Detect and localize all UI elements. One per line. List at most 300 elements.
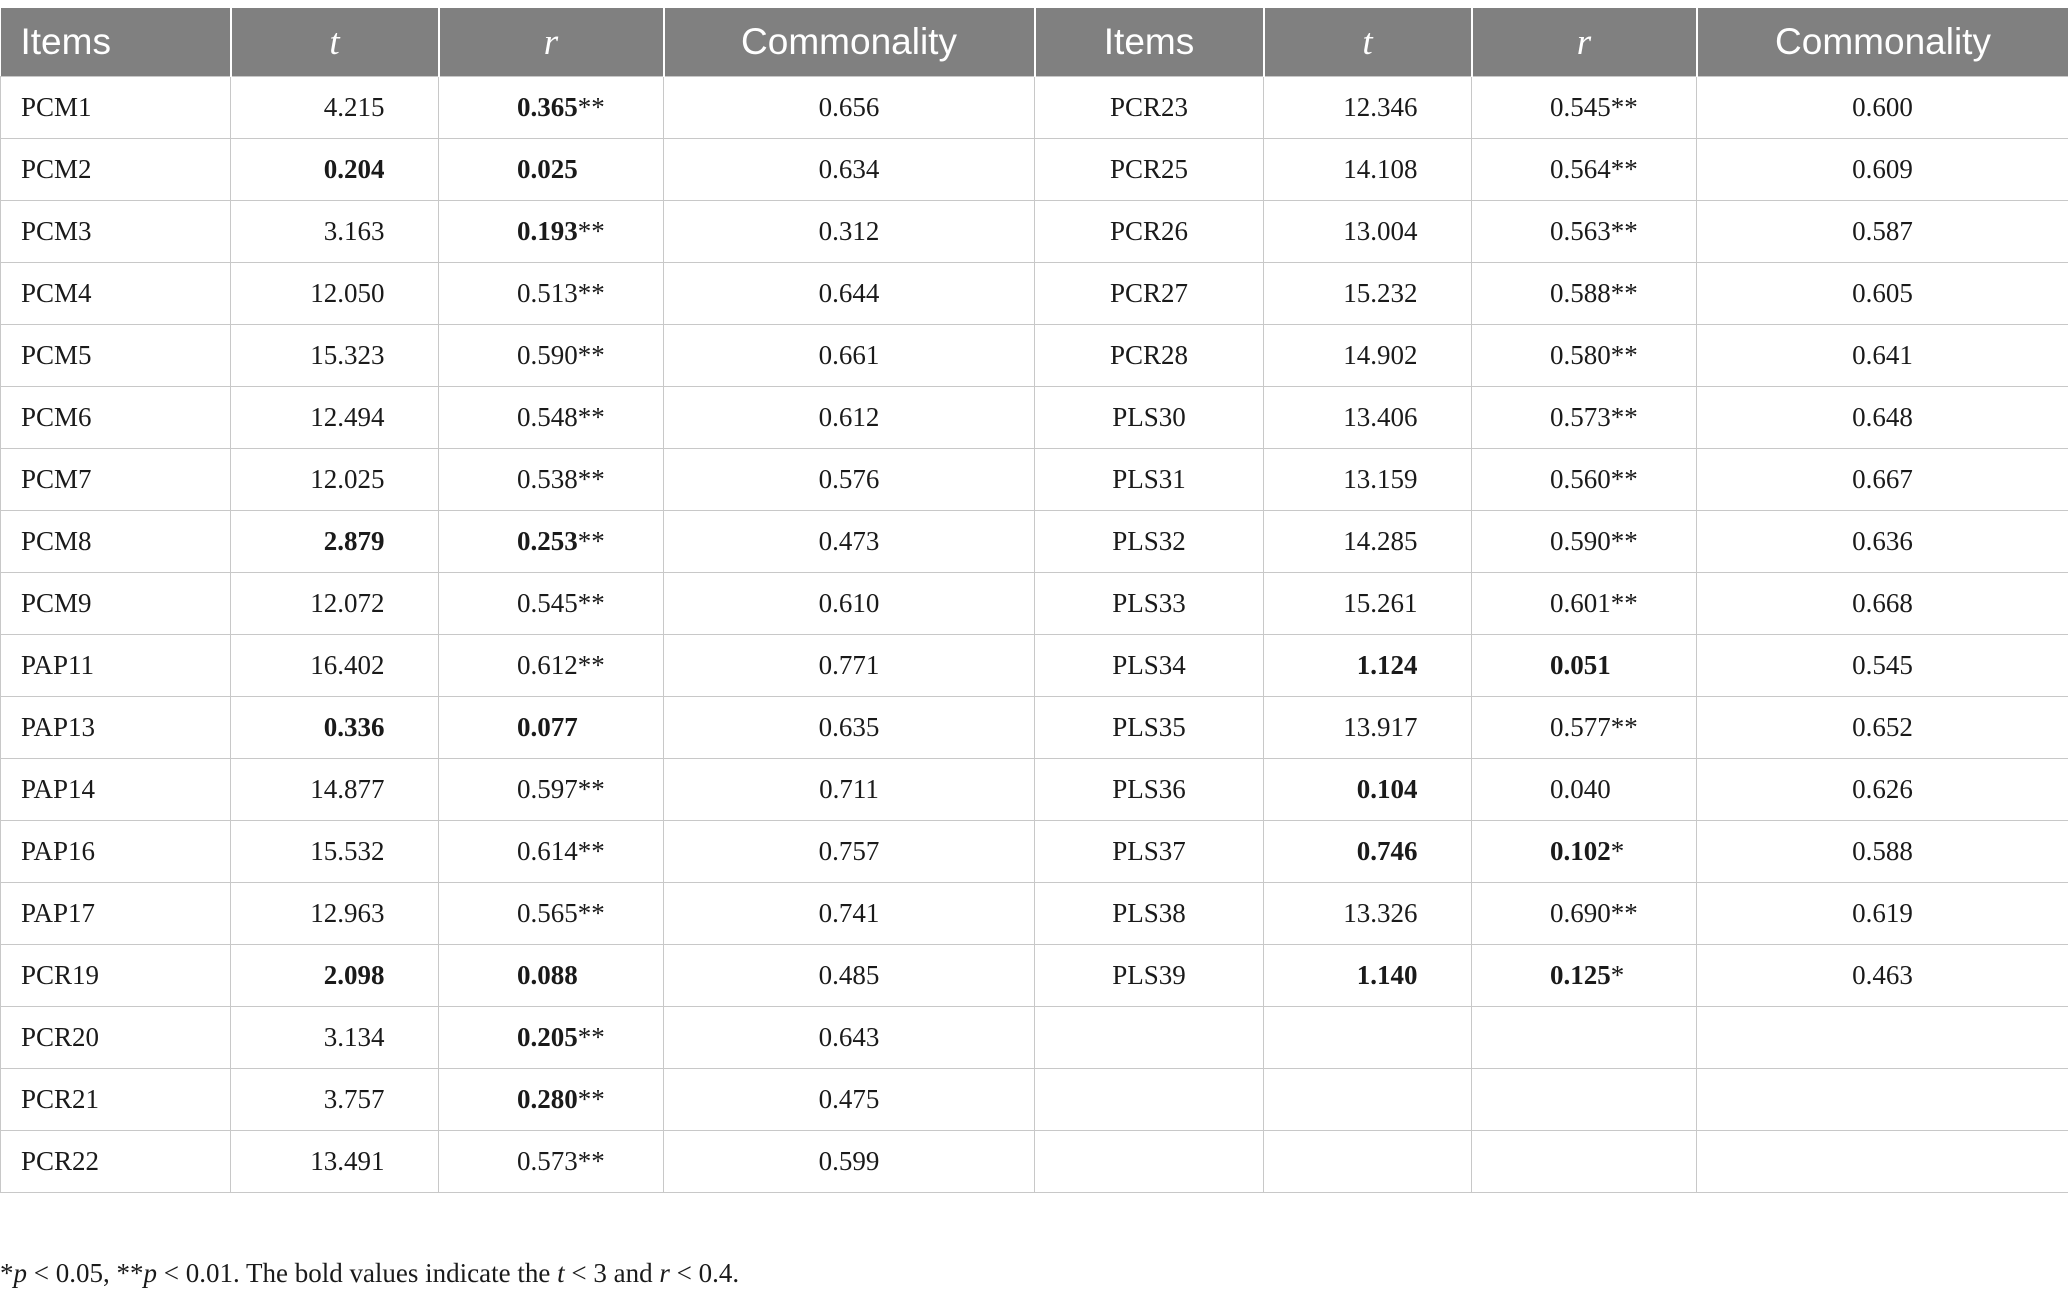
t-value: 0.336 bbox=[323, 712, 385, 742]
table-row bbox=[1, 759, 2068, 821]
significance-stars: ** bbox=[577, 402, 605, 432]
item-cell bbox=[1035, 821, 1264, 883]
significance-stars: ** bbox=[577, 340, 605, 370]
r-value: 0.573 bbox=[1550, 402, 1611, 432]
commonality-cell bbox=[1697, 511, 2068, 573]
commonality-value: 0.644 bbox=[818, 278, 880, 308]
header-t: t bbox=[231, 8, 439, 77]
r-value: 0.690 bbox=[1550, 898, 1611, 928]
item-label: PCR21 bbox=[21, 1084, 100, 1114]
t-cell bbox=[231, 821, 439, 883]
commonality-value: 0.668 bbox=[1852, 588, 1913, 618]
commonality-cell bbox=[1697, 325, 2068, 387]
t-cell bbox=[1264, 635, 1472, 697]
r-cell bbox=[1472, 945, 1697, 1007]
t-cell bbox=[231, 77, 439, 139]
significance-stars: ** bbox=[577, 898, 605, 928]
commonality-cell bbox=[1697, 573, 2068, 635]
commonality-value: 0.475 bbox=[818, 1084, 880, 1114]
table-row bbox=[1, 387, 2068, 449]
r-value: 0.601 bbox=[1550, 588, 1611, 618]
table-row bbox=[1, 573, 2068, 635]
commonality-cell bbox=[664, 77, 1035, 139]
t-value: 15.261 bbox=[1343, 588, 1418, 618]
table-row bbox=[1, 139, 2068, 201]
commonality-value: 0.605 bbox=[1852, 278, 1913, 308]
item-label: PAP16 bbox=[21, 836, 96, 866]
commonality-cell bbox=[1697, 883, 2068, 945]
significance-stars: ** bbox=[1610, 898, 1638, 928]
r-cell bbox=[439, 1131, 664, 1193]
commonality-value: 0.485 bbox=[818, 960, 880, 990]
t-cell bbox=[1264, 697, 1472, 759]
r-value: 0.077 bbox=[517, 712, 578, 742]
t-cell bbox=[231, 139, 439, 201]
item-label: PAP13 bbox=[21, 712, 96, 742]
item-label: PCM2 bbox=[21, 154, 92, 184]
t-value: 16.402 bbox=[310, 650, 385, 680]
r-cell bbox=[439, 449, 664, 511]
t-value: 15.532 bbox=[310, 836, 385, 866]
item-cell bbox=[1035, 201, 1264, 263]
commonality-cell bbox=[1697, 201, 2068, 263]
t-value: 13.917 bbox=[1343, 712, 1418, 742]
r-cell bbox=[1472, 883, 1697, 945]
header-commonality: Commonality bbox=[664, 8, 1035, 77]
commonality-value: 0.771 bbox=[818, 650, 880, 680]
r-value: 0.253 bbox=[517, 526, 578, 556]
t-cell bbox=[231, 325, 439, 387]
commonality-value: 0.587 bbox=[1852, 216, 1913, 246]
item-cell bbox=[1035, 759, 1264, 821]
commonality-cell bbox=[1697, 1131, 2068, 1193]
r-value: 0.590 bbox=[1550, 526, 1611, 556]
commonality-cell bbox=[664, 635, 1035, 697]
commonality-cell bbox=[1697, 697, 2068, 759]
t-cell bbox=[231, 759, 439, 821]
r-value: 0.088 bbox=[517, 960, 578, 990]
r-value: 0.577 bbox=[1550, 712, 1611, 742]
t-value: 0.104 bbox=[1356, 774, 1418, 804]
t-value: 12.494 bbox=[310, 402, 385, 432]
significance-stars: ** bbox=[1610, 92, 1638, 122]
item-cell bbox=[1035, 511, 1264, 573]
t-value: 12.025 bbox=[310, 464, 385, 494]
table-row bbox=[1, 263, 2068, 325]
t-cell bbox=[1264, 201, 1472, 263]
commonality-cell bbox=[664, 1131, 1035, 1193]
item-label: PCM8 bbox=[21, 526, 92, 556]
commonality-cell bbox=[1697, 635, 2068, 697]
r-cell bbox=[439, 759, 664, 821]
r-cell bbox=[439, 1069, 664, 1131]
commonality-value: 0.634 bbox=[818, 154, 880, 184]
significance-stars: ** bbox=[577, 216, 605, 246]
table-row bbox=[1, 821, 2068, 883]
item-cell bbox=[1035, 697, 1264, 759]
t-cell bbox=[231, 449, 439, 511]
item-cell bbox=[1035, 77, 1264, 139]
item-cell bbox=[1, 263, 231, 325]
t-cell bbox=[1264, 139, 1472, 201]
item-cell bbox=[1, 1069, 231, 1131]
t-value: 12.963 bbox=[310, 898, 385, 928]
significance-stars: ** bbox=[1610, 216, 1638, 246]
item-cell bbox=[1, 77, 231, 139]
table-row bbox=[1, 635, 2068, 697]
commonality-cell bbox=[1697, 139, 2068, 201]
r-value: 0.588 bbox=[1550, 278, 1611, 308]
item-label: PCM9 bbox=[21, 588, 92, 618]
item-cell bbox=[1, 387, 231, 449]
commonality-value: 0.610 bbox=[818, 588, 880, 618]
item-label: PCR22 bbox=[21, 1146, 100, 1176]
commonality-cell bbox=[1697, 945, 2068, 1007]
r-value: 0.564 bbox=[1550, 154, 1611, 184]
t-cell bbox=[1264, 759, 1472, 821]
header-items: Items bbox=[1, 8, 231, 77]
commonality-value: 0.463 bbox=[1852, 960, 1913, 990]
commonality-value: 0.641 bbox=[1852, 340, 1913, 370]
r-value: 0.193 bbox=[517, 216, 578, 246]
commonality-value: 0.652 bbox=[1852, 712, 1913, 742]
item-cell bbox=[1035, 139, 1264, 201]
t-value: 13.491 bbox=[310, 1146, 385, 1176]
commonality-value: 0.599 bbox=[818, 1146, 880, 1176]
significance-stars: ** bbox=[1610, 464, 1638, 494]
item-label: PAP17 bbox=[21, 898, 96, 928]
commonality-cell bbox=[664, 201, 1035, 263]
r-value: 0.580 bbox=[1550, 340, 1611, 370]
item-label: PCR28 bbox=[1109, 340, 1189, 370]
r-cell bbox=[439, 945, 664, 1007]
t-value: 15.323 bbox=[310, 340, 385, 370]
r-value: 0.125 bbox=[1550, 960, 1611, 990]
significance-stars: * bbox=[1610, 836, 1625, 866]
item-cell bbox=[1, 201, 231, 263]
item-label: PAP14 bbox=[21, 774, 96, 804]
t-value: 14.285 bbox=[1343, 526, 1418, 556]
r-cell bbox=[439, 511, 664, 573]
item-cell bbox=[1035, 449, 1264, 511]
t-cell bbox=[231, 697, 439, 759]
item-cell bbox=[1, 573, 231, 635]
item-label: PAP11 bbox=[21, 650, 95, 680]
item-cell bbox=[1, 1131, 231, 1193]
commonality-cell bbox=[1697, 821, 2068, 883]
t-cell bbox=[231, 263, 439, 325]
r-cell bbox=[439, 201, 664, 263]
r-cell bbox=[439, 573, 664, 635]
r-value: 0.513 bbox=[517, 278, 578, 308]
t-value: 13.406 bbox=[1343, 402, 1418, 432]
commonality-value: 0.473 bbox=[818, 526, 880, 556]
t-cell bbox=[1264, 573, 1472, 635]
t-value: 15.232 bbox=[1343, 278, 1418, 308]
t-cell bbox=[1264, 77, 1472, 139]
r-value: 0.205 bbox=[517, 1022, 578, 1052]
table-row bbox=[1, 945, 2068, 1007]
r-cell bbox=[439, 697, 664, 759]
significance-stars: ** bbox=[577, 278, 605, 308]
table-row bbox=[1, 883, 2068, 945]
significance-stars: ** bbox=[577, 650, 605, 680]
commonality-value: 0.545 bbox=[1852, 650, 1913, 680]
item-label: PCM1 bbox=[21, 92, 92, 122]
commonality-cell bbox=[664, 325, 1035, 387]
item-cell bbox=[1035, 1069, 1264, 1131]
commonality-cell bbox=[664, 387, 1035, 449]
t-value: 1.124 bbox=[1356, 650, 1418, 680]
r-cell bbox=[1472, 759, 1697, 821]
t-value: 14.108 bbox=[1343, 154, 1418, 184]
item-cell bbox=[1035, 883, 1264, 945]
commonality-value: 0.588 bbox=[1852, 836, 1913, 866]
t-value: 2.098 bbox=[323, 960, 385, 990]
commonality-cell bbox=[664, 883, 1035, 945]
item-cell bbox=[1, 325, 231, 387]
significance-stars: ** bbox=[577, 836, 605, 866]
r-cell bbox=[1472, 573, 1697, 635]
r-cell bbox=[439, 325, 664, 387]
item-cell bbox=[1, 1007, 231, 1069]
item-label: PCM5 bbox=[21, 340, 92, 370]
commonality-cell bbox=[1697, 263, 2068, 325]
significance-stars: ** bbox=[577, 92, 605, 122]
significance-stars: ** bbox=[577, 526, 605, 556]
t-value: 1.140 bbox=[1356, 960, 1418, 990]
item-label: PCR25 bbox=[1109, 154, 1189, 184]
header-r: r bbox=[1472, 8, 1697, 77]
commonality-value: 0.612 bbox=[818, 402, 880, 432]
item-cell bbox=[1, 821, 231, 883]
table-row bbox=[1, 511, 2068, 573]
commonality-value: 0.635 bbox=[818, 712, 880, 742]
commonality-cell bbox=[664, 263, 1035, 325]
t-cell bbox=[231, 883, 439, 945]
item-label: PLS38 bbox=[1112, 898, 1186, 928]
r-cell bbox=[1472, 201, 1697, 263]
r-cell bbox=[439, 139, 664, 201]
item-label: PCR20 bbox=[21, 1022, 100, 1052]
header-row bbox=[1, 8, 2068, 77]
commonality-value: 0.711 bbox=[819, 774, 879, 804]
significance-stars: ** bbox=[577, 588, 605, 618]
t-cell bbox=[231, 511, 439, 573]
commonality-value: 0.619 bbox=[1852, 898, 1913, 928]
t-cell bbox=[231, 945, 439, 1007]
significance-stars: ** bbox=[1610, 340, 1638, 370]
footnote: *p < 0.05, **p < 0.01. The bold values indicate the t < 3 and r < 0.4. bbox=[0, 1258, 740, 1288]
t-cell bbox=[1264, 1007, 1472, 1069]
t-cell bbox=[231, 1131, 439, 1193]
item-label: PCM7 bbox=[21, 464, 92, 494]
t-cell bbox=[231, 635, 439, 697]
table-row bbox=[1, 697, 2068, 759]
commonality-value: 0.626 bbox=[1852, 774, 1913, 804]
r-cell bbox=[1472, 511, 1697, 573]
r-cell bbox=[439, 821, 664, 883]
significance-stars: ** bbox=[577, 1084, 605, 1114]
commonality-cell bbox=[664, 573, 1035, 635]
t-value: 0.746 bbox=[1356, 836, 1418, 866]
t-value: 3.757 bbox=[323, 1084, 385, 1114]
r-value: 0.025 bbox=[517, 154, 578, 184]
item-label: PCM3 bbox=[21, 216, 92, 246]
t-value: 12.346 bbox=[1343, 92, 1418, 122]
item-label: PCR26 bbox=[1109, 216, 1189, 246]
items-table bbox=[0, 8, 2068, 1193]
table-row bbox=[1, 449, 2068, 511]
r-cell bbox=[439, 635, 664, 697]
item-label: PCR19 bbox=[21, 960, 100, 990]
r-value: 0.548 bbox=[517, 402, 578, 432]
item-label: PCR23 bbox=[1109, 92, 1189, 122]
commonality-cell bbox=[1697, 387, 2068, 449]
item-cell bbox=[1, 635, 231, 697]
r-value: 0.051 bbox=[1550, 650, 1611, 680]
table-row bbox=[1, 1007, 2068, 1069]
item-label: PLS37 bbox=[1112, 836, 1186, 866]
r-value: 0.538 bbox=[517, 464, 578, 494]
r-cell bbox=[1472, 697, 1697, 759]
significance-stars: ** bbox=[1610, 402, 1638, 432]
item-cell bbox=[1035, 945, 1264, 1007]
significance-stars: ** bbox=[577, 1022, 605, 1052]
item-label: PLS35 bbox=[1112, 712, 1186, 742]
t-cell bbox=[1264, 511, 1472, 573]
r-cell bbox=[1472, 325, 1697, 387]
item-cell bbox=[1, 697, 231, 759]
t-cell bbox=[231, 573, 439, 635]
t-cell bbox=[1264, 387, 1472, 449]
r-value: 0.612 bbox=[517, 650, 578, 680]
table-row bbox=[1, 325, 2068, 387]
commonality-cell bbox=[1697, 1007, 2068, 1069]
t-value: 14.902 bbox=[1343, 340, 1418, 370]
t-value: 14.877 bbox=[310, 774, 385, 804]
commonality-value: 0.648 bbox=[1852, 402, 1913, 432]
item-cell bbox=[1, 139, 231, 201]
r-value: 0.614 bbox=[517, 836, 578, 866]
t-value: 12.072 bbox=[310, 588, 385, 618]
commonality-value: 0.741 bbox=[818, 898, 880, 928]
commonality-cell bbox=[1697, 1069, 2068, 1131]
r-cell bbox=[439, 387, 664, 449]
r-value: 0.545 bbox=[517, 588, 578, 618]
table-row bbox=[1, 201, 2068, 263]
r-cell bbox=[1472, 635, 1697, 697]
t-cell bbox=[231, 387, 439, 449]
commonality-cell bbox=[1697, 759, 2068, 821]
t-cell bbox=[231, 1069, 439, 1131]
t-cell bbox=[1264, 1131, 1472, 1193]
r-value: 0.560 bbox=[1550, 464, 1611, 494]
r-cell bbox=[1472, 387, 1697, 449]
header-t: t bbox=[1264, 8, 1472, 77]
item-label: PLS39 bbox=[1112, 960, 1186, 990]
commonality-value: 0.312 bbox=[818, 216, 880, 246]
item-label: PLS34 bbox=[1112, 650, 1186, 680]
header-commonality: Commonality bbox=[1697, 8, 2068, 77]
r-cell bbox=[1472, 1069, 1697, 1131]
r-cell bbox=[439, 1007, 664, 1069]
commonality-cell bbox=[664, 511, 1035, 573]
item-cell bbox=[1035, 573, 1264, 635]
commonality-cell bbox=[1697, 449, 2068, 511]
item-cell bbox=[1, 759, 231, 821]
t-cell bbox=[1264, 449, 1472, 511]
item-label: PCR27 bbox=[1109, 278, 1189, 308]
item-cell bbox=[1035, 387, 1264, 449]
significance-stars: ** bbox=[577, 774, 605, 804]
item-cell bbox=[1, 883, 231, 945]
item-label: PLS30 bbox=[1112, 402, 1186, 432]
t-cell bbox=[1264, 1069, 1472, 1131]
commonality-value: 0.656 bbox=[818, 92, 880, 122]
significance-stars: * bbox=[1610, 960, 1625, 990]
r-cell bbox=[439, 263, 664, 325]
r-value: 0.365 bbox=[517, 92, 578, 122]
r-value: 0.590 bbox=[517, 340, 578, 370]
t-value: 13.159 bbox=[1343, 464, 1418, 494]
r-value: 0.565 bbox=[517, 898, 578, 928]
commonality-cell bbox=[664, 1069, 1035, 1131]
commonality-cell bbox=[664, 449, 1035, 511]
item-label: PCM4 bbox=[21, 278, 92, 308]
t-cell bbox=[1264, 325, 1472, 387]
t-cell bbox=[231, 201, 439, 263]
r-value: 0.545 bbox=[1550, 92, 1611, 122]
t-value: 12.050 bbox=[310, 278, 385, 308]
r-value: 0.573 bbox=[517, 1146, 578, 1176]
commonality-value: 0.636 bbox=[1852, 526, 1913, 556]
significance-stars: ** bbox=[1610, 588, 1638, 618]
item-cell bbox=[1, 449, 231, 511]
t-value: 2.879 bbox=[323, 526, 385, 556]
header-items: Items bbox=[1035, 8, 1264, 77]
item-cell bbox=[1035, 1131, 1264, 1193]
commonality-cell bbox=[664, 945, 1035, 1007]
commonality-value: 0.576 bbox=[818, 464, 880, 494]
table-row bbox=[1, 1069, 2068, 1131]
item-cell bbox=[1, 945, 231, 1007]
commonality-cell bbox=[664, 139, 1035, 201]
header-r: r bbox=[439, 8, 664, 77]
item-cell bbox=[1, 511, 231, 573]
t-value: 13.326 bbox=[1343, 898, 1418, 928]
item-cell bbox=[1035, 325, 1264, 387]
commonality-cell bbox=[664, 697, 1035, 759]
commonality-value: 0.667 bbox=[1852, 464, 1913, 494]
table-row bbox=[1, 77, 2068, 139]
r-cell bbox=[1472, 1007, 1697, 1069]
t-cell bbox=[1264, 263, 1472, 325]
item-label: PLS33 bbox=[1112, 588, 1186, 618]
significance-stars: ** bbox=[1610, 154, 1638, 184]
commonality-cell bbox=[664, 759, 1035, 821]
item-label: PLS36 bbox=[1112, 774, 1186, 804]
r-value: 0.563 bbox=[1550, 216, 1611, 246]
r-cell bbox=[1472, 263, 1697, 325]
t-cell bbox=[1264, 945, 1472, 1007]
r-value: 0.102 bbox=[1550, 836, 1611, 866]
r-value: 0.040 bbox=[1550, 774, 1611, 804]
r-cell bbox=[1472, 821, 1697, 883]
commonality-cell bbox=[664, 1007, 1035, 1069]
significance-stars: ** bbox=[1610, 712, 1638, 742]
r-cell bbox=[1472, 77, 1697, 139]
